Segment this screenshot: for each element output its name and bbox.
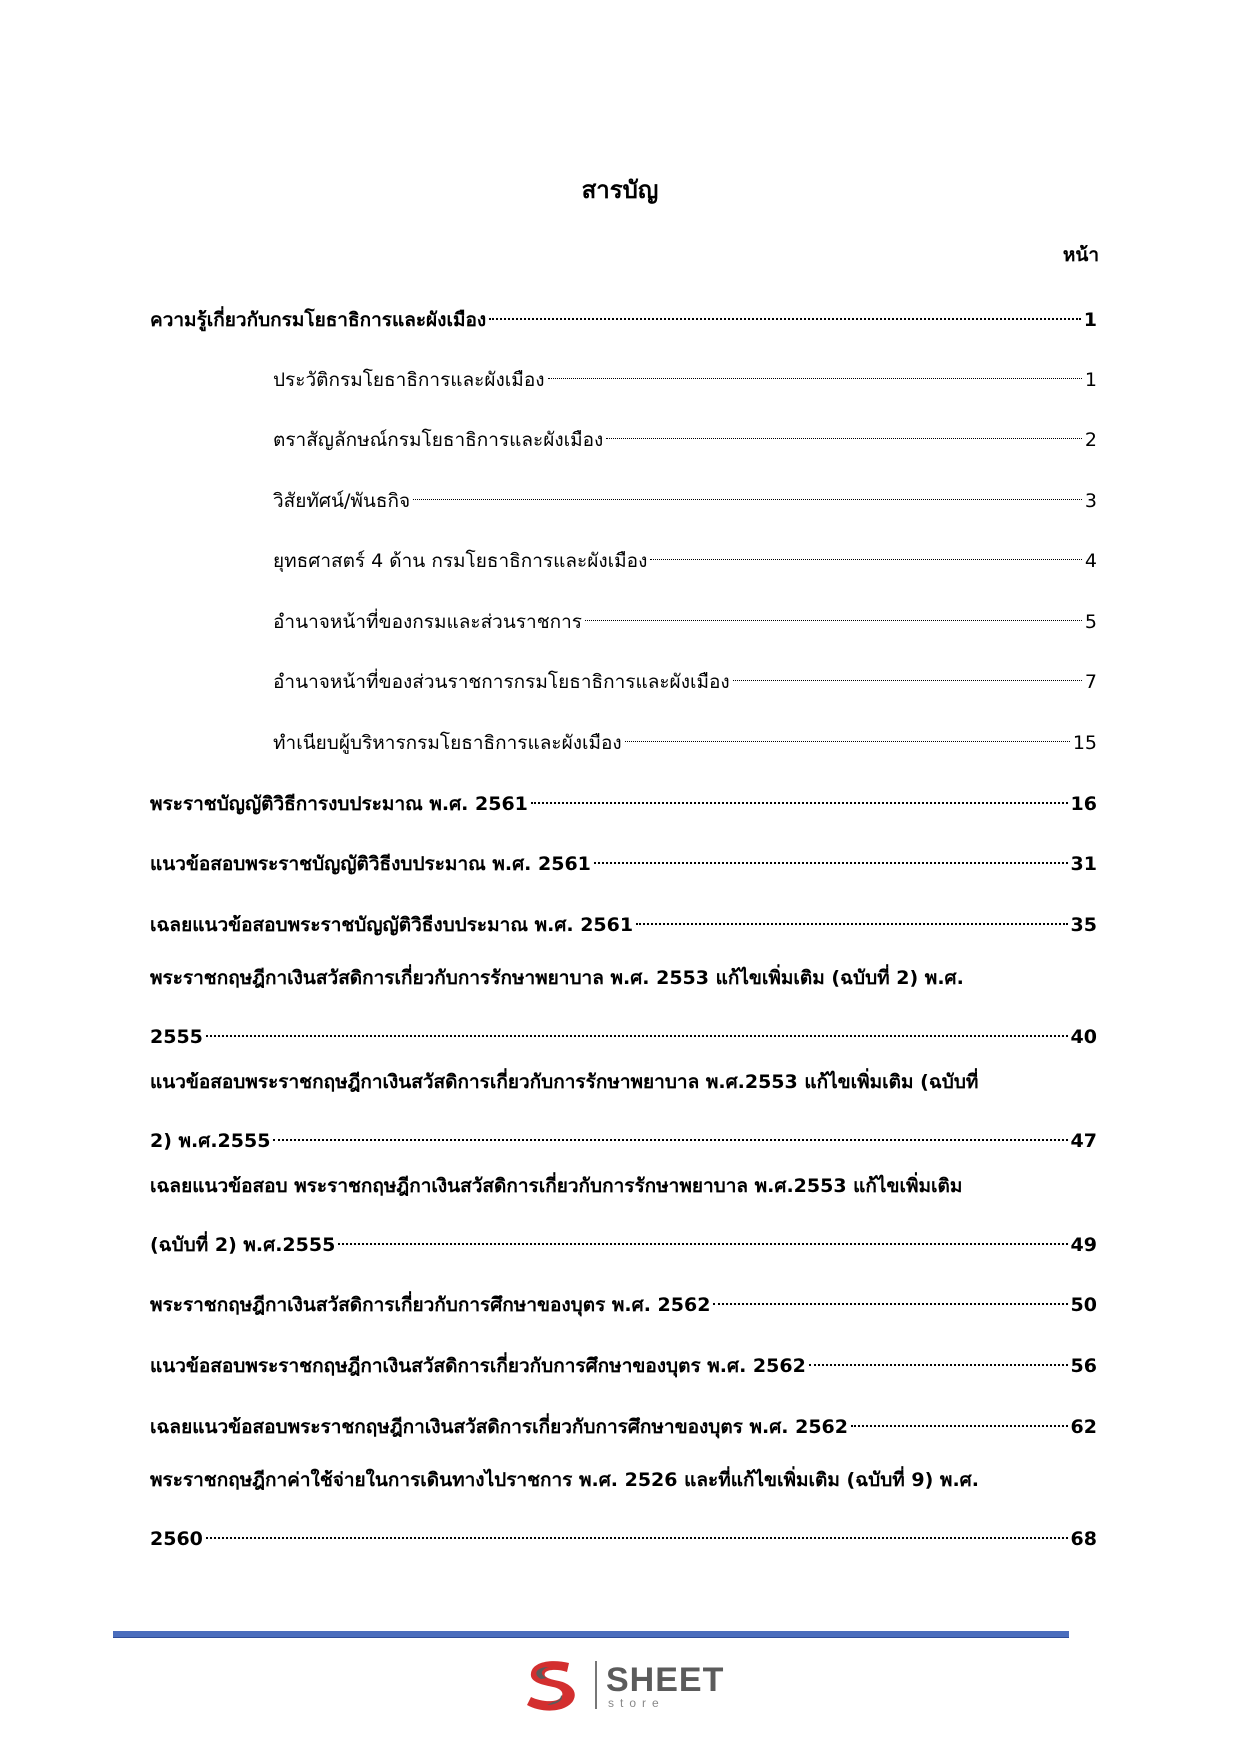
- toc-entry-title: เฉลยแนวข้อสอบพระราชกฤษฎีกาเงินสวัสดิการเกี่ยวกับการศึกษาของบุตร พ.ศ. 2562: [150, 1416, 848, 1438]
- dot-leader: [733, 662, 1082, 688]
- toc-entry-title: แนวข้อสอบพระราชบัญญัติวิธีงบประมาณ พ.ศ. 2561: [150, 853, 591, 875]
- toc-entry-page: 31: [1070, 853, 1097, 875]
- dot-leader: [489, 300, 1081, 326]
- toc-entry-page: 3: [1084, 490, 1097, 512]
- footer-rule: [113, 1631, 1069, 1638]
- toc-entry[interactable]: [150, 1121, 1097, 1152]
- logo-text: SHEET: [606, 1661, 725, 1699]
- dot-leader: [851, 1407, 1068, 1433]
- toc-entry-title: อำนาจหน้าที่ของกรมและส่วนราชการ: [273, 611, 582, 633]
- toc-entry-page: 47: [1070, 1130, 1097, 1152]
- dot-leader: [650, 541, 1082, 567]
- toc-entry-page: 62: [1070, 1416, 1097, 1438]
- toc-entry[interactable]: [150, 844, 1097, 875]
- toc-entry[interactable]: [150, 784, 1097, 815]
- dot-leader: [206, 1017, 1068, 1043]
- toc-entry-page: 2: [1084, 429, 1097, 451]
- toc-subentry[interactable]: [273, 360, 1097, 391]
- dot-leader: [713, 1285, 1067, 1311]
- toc-entry-page: 68: [1070, 1528, 1097, 1550]
- toc-entry-title-line1[interactable]: พระราชกฤษฎีกาเงินสวัสดิการเกี่ยวกับการรักษาพยาบาล พ.ศ. 2553 แก้ไขเพิ่มเติม (ฉบับที่ 2) พ.ศ.: [150, 967, 964, 989]
- toc-entry[interactable]: [150, 1407, 1097, 1438]
- toc-subentry[interactable]: [273, 662, 1097, 693]
- dot-leader: [548, 360, 1082, 386]
- toc-entry-page: 56: [1070, 1355, 1097, 1377]
- dot-leader: [273, 1121, 1067, 1147]
- dot-leader: [585, 602, 1082, 628]
- sheet-store-s-icon: [519, 1655, 589, 1715]
- dot-leader: [809, 1346, 1068, 1372]
- toc-entry[interactable]: [150, 1225, 1097, 1256]
- toc-subentry[interactable]: [273, 481, 1097, 512]
- toc-entry-page: 4: [1084, 550, 1097, 572]
- dot-leader: [338, 1225, 1067, 1251]
- toc-entry-title-line1[interactable]: แนวข้อสอบพระราชกฤษฎีกาเงินสวัสดิการเกี่ยวกับการรักษาพยาบาล พ.ศ.2553 แก้ไขเพิ่มเติม (ฉบับที่: [150, 1071, 979, 1093]
- dot-leader: [413, 481, 1082, 507]
- toc-entry-title: ทำเนียบผู้บริหารกรมโยธาธิการและผังเมือง: [273, 732, 622, 754]
- logo-divider: [595, 1661, 597, 1709]
- toc-entry-page: 16: [1070, 793, 1097, 815]
- toc-entry-title: วิสัยทัศน์/พันธกิจ: [273, 490, 411, 512]
- toc-entry-title: พระราชบัญญัติวิธีการงบประมาณ พ.ศ. 2561: [150, 793, 528, 815]
- toc-entry-page: 40: [1070, 1026, 1097, 1048]
- toc-entry-title: อำนาจหน้าที่ของส่วนราชการกรมโยธาธิการและผังเมือง: [273, 671, 730, 693]
- toc-entry-title-line2: 2) พ.ศ.2555: [150, 1130, 271, 1152]
- sheet-store-logo: [519, 1655, 725, 1715]
- dot-leader: [206, 1519, 1068, 1545]
- toc-entry-title-line1[interactable]: เฉลยแนวข้อสอบ พระราชกฤษฎีกาเงินสวัสดิการเกี่ยวกับการรักษาพยาบาล พ.ศ.2553 แก้ไขเพิ่มเติม: [150, 1175, 963, 1197]
- toc-entry[interactable]: [150, 300, 1097, 331]
- toc-entry-page: 7: [1084, 671, 1097, 693]
- page-column-label: หน้า: [1062, 244, 1099, 266]
- toc-entry[interactable]: [150, 1346, 1097, 1377]
- toc-entry[interactable]: [150, 1017, 1097, 1048]
- toc-entry[interactable]: [150, 1285, 1097, 1316]
- dot-leader: [594, 844, 1068, 870]
- toc-entry-page: 15: [1072, 732, 1097, 754]
- toc-entry-title-line2: 2560: [150, 1528, 203, 1550]
- toc-entry-title: เฉลยแนวข้อสอบพระราชบัญญัติวิธีงบประมาณ พ.ศ. 2561: [150, 914, 634, 936]
- dot-leader: [625, 723, 1070, 749]
- toc-entry-page: 1: [1084, 369, 1097, 391]
- dot-leader: [636, 905, 1067, 931]
- toc-entry[interactable]: [150, 1519, 1097, 1550]
- toc-entry-page: 35: [1070, 914, 1097, 936]
- toc-entry-title: ยุทธศาสตร์ 4 ด้าน กรมโยธาธิการและผังเมือง: [273, 550, 648, 572]
- toc-entry-page: 49: [1070, 1234, 1097, 1256]
- dot-leader: [606, 420, 1082, 446]
- toc-entry-title: แนวข้อสอบพระราชกฤษฎีกาเงินสวัสดิการเกี่ยวกับการศึกษาของบุตร พ.ศ. 2562: [150, 1355, 806, 1377]
- logo-subtext: store: [608, 1696, 665, 1710]
- toc-entry-title: ตราสัญลักษณ์กรมโยธาธิการและผังเมือง: [273, 429, 604, 451]
- toc-subentry[interactable]: [273, 602, 1097, 633]
- toc-subentry[interactable]: [273, 723, 1097, 754]
- toc-entry-title: ประวัติกรมโยธาธิการและผังเมือง: [273, 369, 545, 391]
- toc-entry-title: ความรู้เกี่ยวกับกรมโยธาธิการและผังเมือง: [150, 309, 487, 331]
- dot-leader: [531, 784, 1068, 810]
- toc-entry-title-line2: 2555: [150, 1026, 203, 1048]
- toc-subentry[interactable]: [273, 541, 1097, 572]
- toc-entry-title: พระราชกฤษฎีกาเงินสวัสดิการเกี่ยวกับการศึกษาของบุตร พ.ศ. 2562: [150, 1294, 711, 1316]
- toc-entry-page: 50: [1070, 1294, 1097, 1316]
- toc-subentry[interactable]: [273, 420, 1097, 451]
- toc-entry-page: 5: [1084, 611, 1097, 633]
- page-title: สารบัญ: [581, 176, 659, 204]
- toc-entry[interactable]: [150, 905, 1097, 936]
- toc-entry-page: 1: [1083, 309, 1097, 331]
- toc-entry-title-line1[interactable]: พระราชกฤษฎีกาค่าใช้จ่ายในการเดินทางไปราชการ พ.ศ. 2526 และที่แก้ไขเพิ่มเติม (ฉบับที่ 9) พ.ศ.: [150, 1469, 979, 1491]
- toc-entry-title-line2: (ฉบับที่ 2) พ.ศ.2555: [150, 1234, 336, 1256]
